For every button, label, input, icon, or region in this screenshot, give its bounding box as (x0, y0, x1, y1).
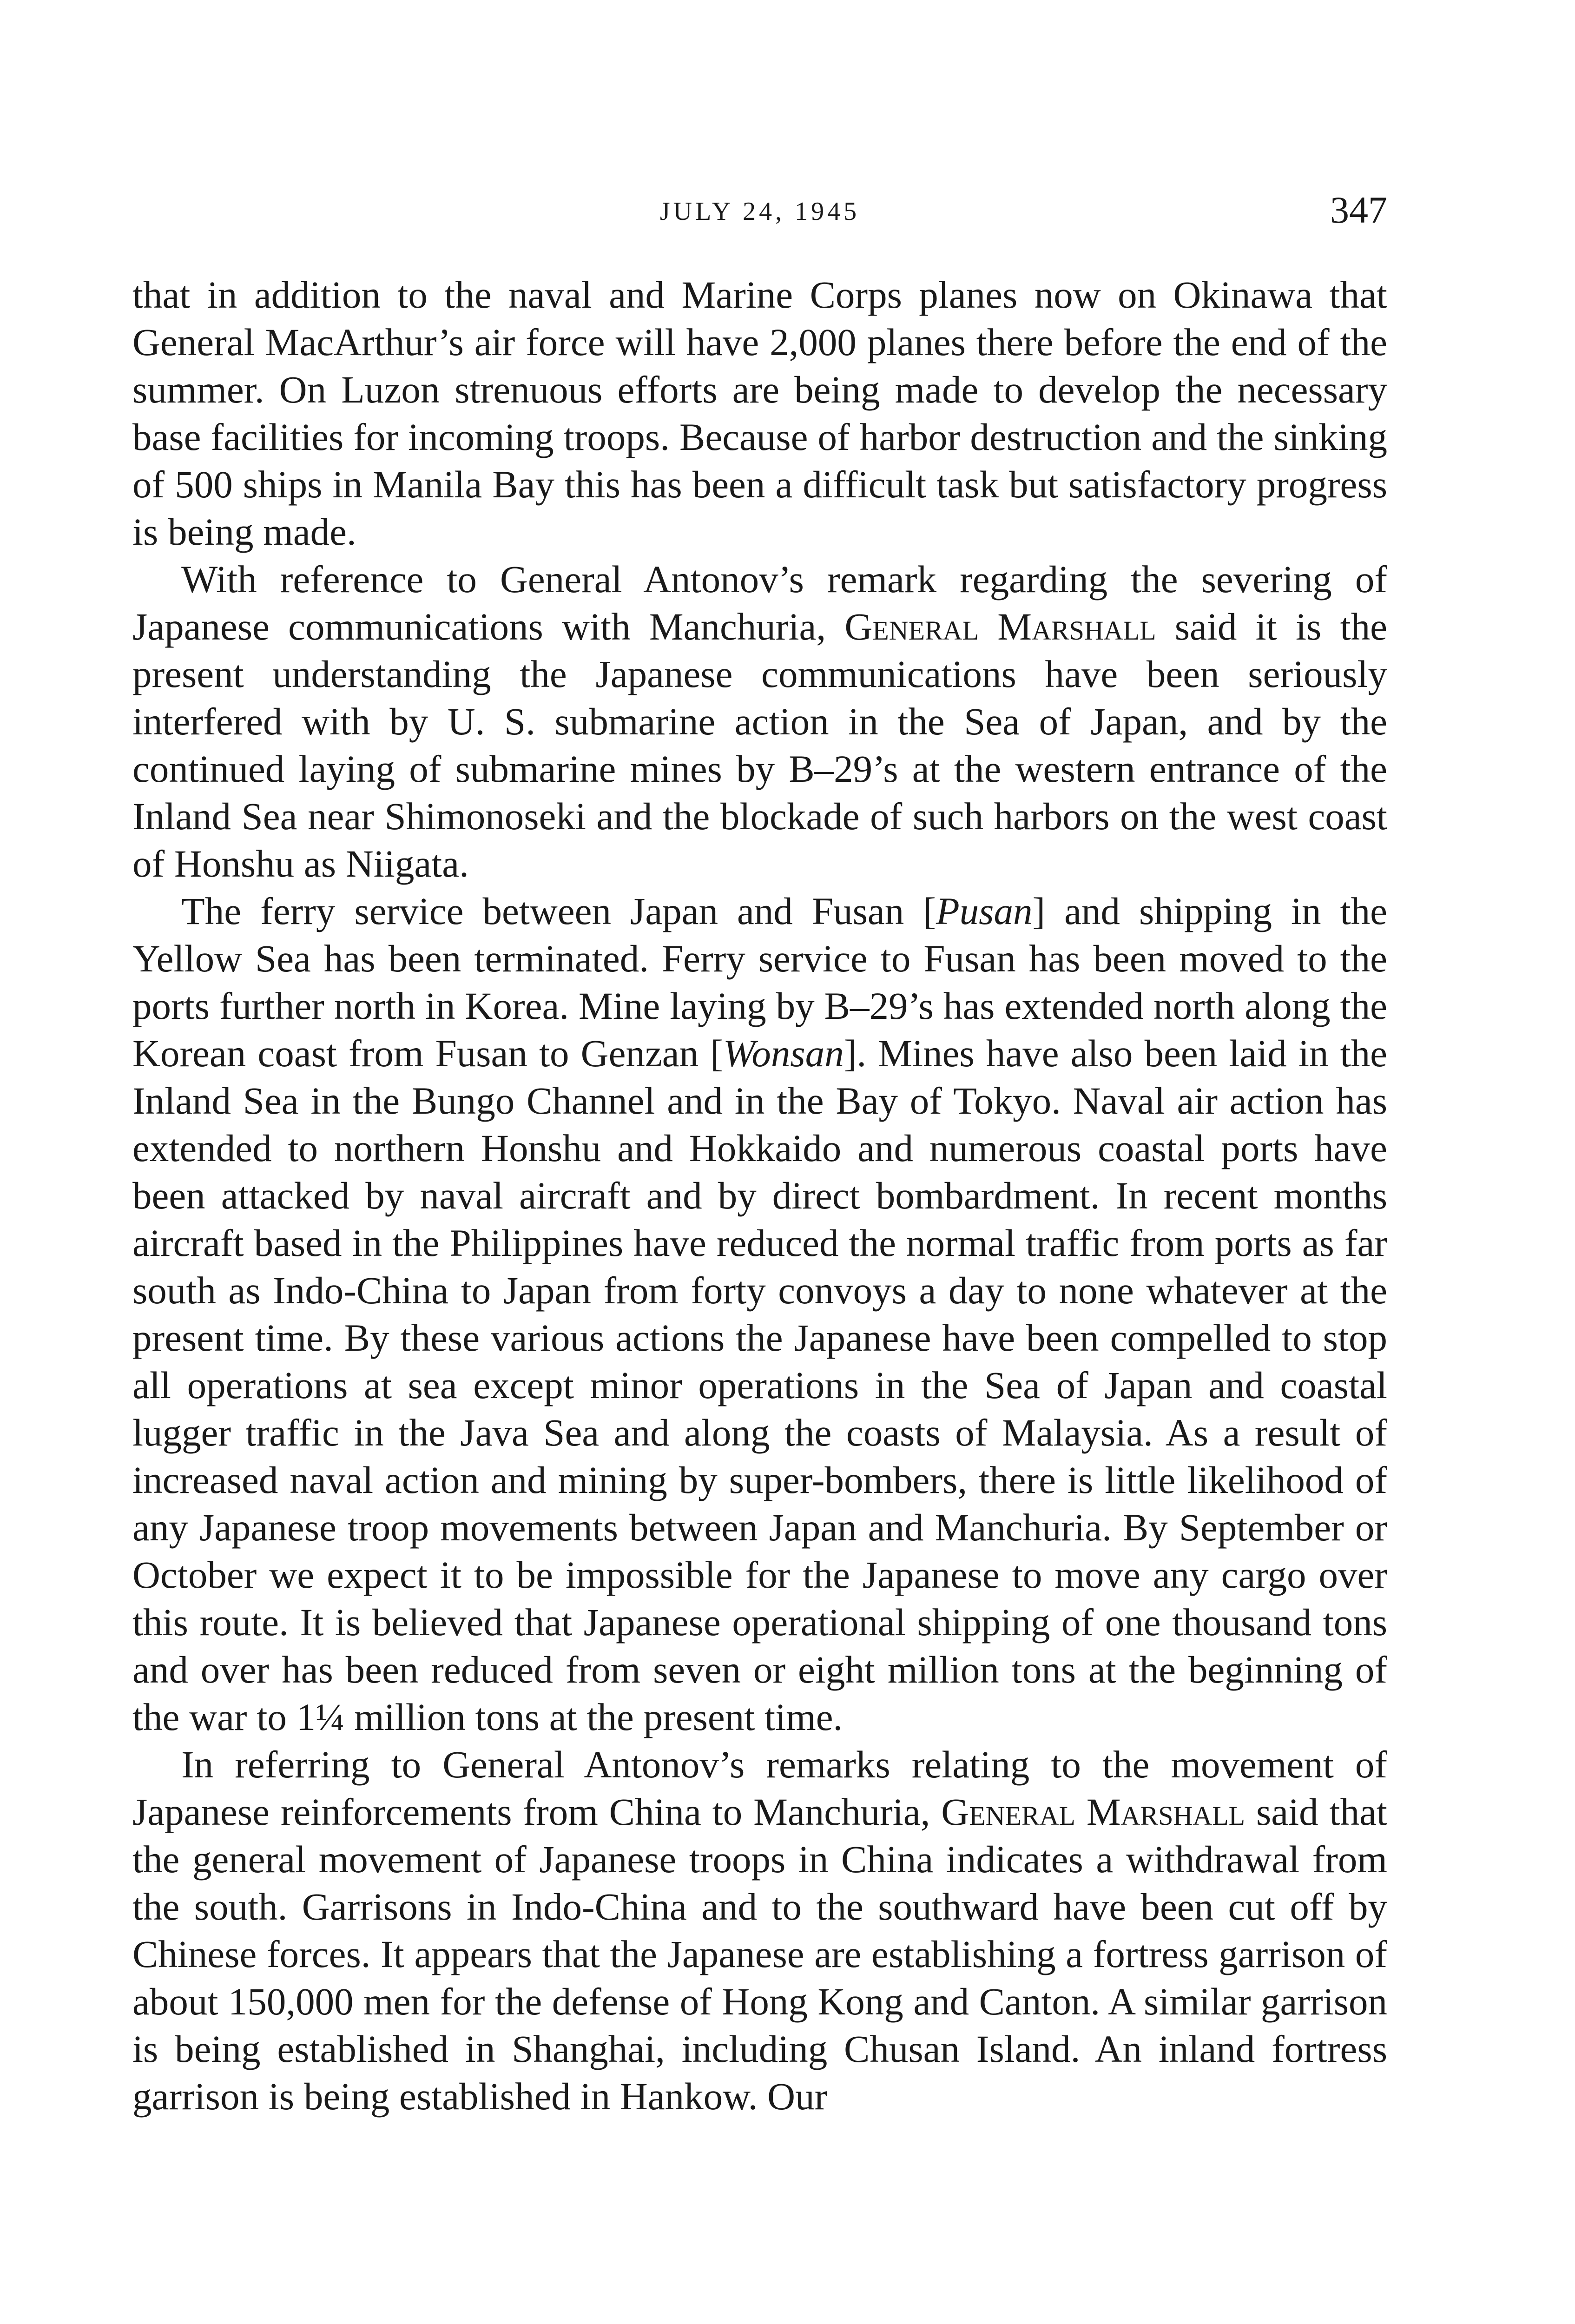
paragraph-text: The ferry service between Japan and Fusan [ (181, 890, 936, 932)
paragraph-text: ] and shipping in the Yellow Sea has been terminated. Ferry service to Fusan has been moved to the ports further north in Korea. Mine laying by B–29’s has extended north along the Korean coast from Fusan to Genzan [ (132, 890, 1388, 1075)
paragraph-text: ]. Mines have also been laid in the Inland Sea in the Bungo Channel and in the Bay of Tokyo. Naval air action has extended to northern Honshu and Hokkaido and numerous coastal ports have been attacked by naval aircraft and by direct bombardment. In recent months aircraft based in the Philippines have reduced the normal traffic from ports as far south as Indo-China to Japan from forty convoys a day to none whatever at the present time. By these various actions the Japanese have been compelled to stop all operations at sea except minor operations in the Sea of Japan and coastal lugger traffic in the Java Sea and along the coasts of Malaysia. As a result of increased naval action and mining by super-bombers, there is little likelihood of any Japanese troop movements between Japan and Manchuria. By September or October we expect it to be impossible for the Japanese to move any cargo over this route. It is believed that Japanese operational shipping of one thousand tons and over has been reduced from seven or eight million tons at the beginning of the war to 1¼ million tons at the present time. (132, 1032, 1387, 1738)
paragraph-4 (132, 1741, 1387, 2120)
page-header (132, 188, 1387, 239)
paragraph-text: With reference to General Antonov’s remark regarding the severing of Japanese communications with Manchuria, (132, 558, 1387, 648)
paragraph-3 (132, 887, 1387, 1741)
running-head: JULY 24, 1945 (659, 197, 860, 226)
paragraph-1 (132, 271, 1387, 555)
paragraph-text: that in addition to the naval and Marine Corps planes now on Okinawa that General MacArthur’s air force will have 2,000 planes there before the end of the summer. On Luzon strenuous efforts are being made to develop the necessary base facilities for incoming troops. Because of harbor destruction and the sinking of 500 ships in Manila Bay this has been a difficult task but satisfactory progress is being made. (132, 273, 1387, 553)
place-name-italic: Wonsan (723, 1032, 844, 1075)
paragraph-text: said that the general movement of Japanese troops in China indicates a withdrawal from the south. Garrisons in Indo-China and to the southward have been cut off by Chinese forces. It appears that the Japanese are establishing a fortress garrison of about 150,000 men for the defense of Hong Kong and Canton. A similar garrison is being established in Shanghai, including Chusan Island. An inland fortress garrison is being established in Hankow. Our (132, 1790, 1387, 2118)
speaker-name: General Marshall (844, 605, 1156, 648)
page-number: 347 (1330, 189, 1387, 231)
paragraph-2 (132, 555, 1387, 887)
speaker-name: General Marshall (941, 1790, 1246, 1833)
place-name-italic: Pusan (936, 890, 1033, 932)
paragraph-text: said it is the present understanding the Japanese communications have been seriously interfered with by U. S. submarine action in the Sea of Japan, and by the continued laying of submarine mines by B–29’s at the western entrance of the Inland Sea near Shimonoseki and the blockade of such harbors on the west coast of Honshu as Niigata. (132, 605, 1387, 885)
body-text (132, 271, 1387, 2120)
paragraph-text: In referring to General Antonov’s remarks relating to the movement of Japanese reinforcements from China to Manchuria, (132, 1743, 1387, 1833)
